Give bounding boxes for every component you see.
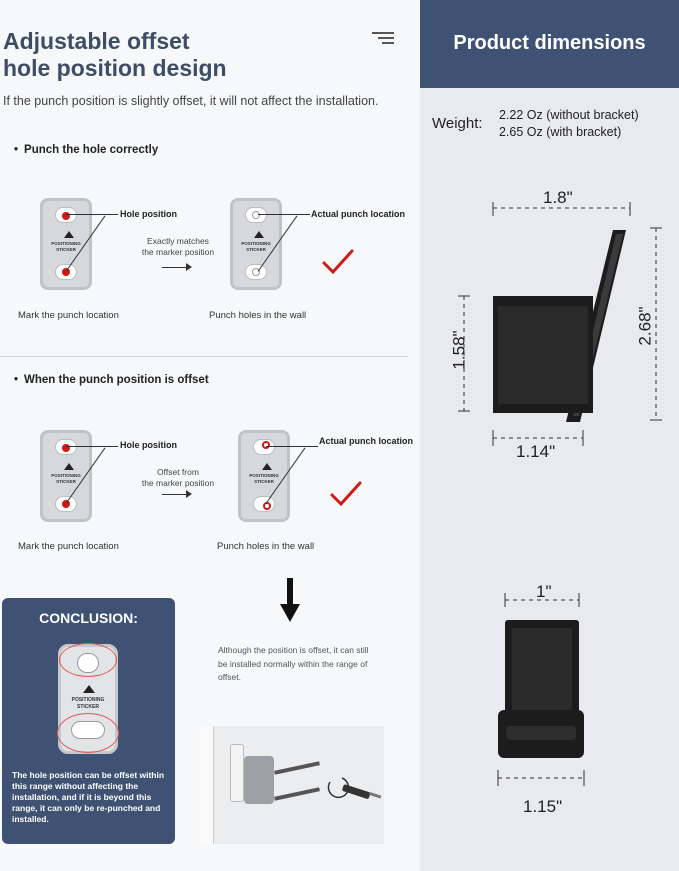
arrow-right-icon: [186, 263, 192, 271]
caption-mark-2: Mark the punch location: [18, 541, 119, 552]
sticker-offset-punched: POSITIONING STICKER: [238, 430, 290, 522]
dim-front-top: 1": [536, 582, 552, 601]
weight-label: Weight:: [432, 115, 483, 132]
sticker-correct-mark: POSITIONING STICKER: [40, 198, 92, 290]
sticker-correct-punched: POSITIONING STICKER: [230, 198, 282, 290]
dim-front-bottom: 1.15": [523, 797, 563, 816]
conclusion-box: [2, 598, 175, 844]
match-text: Exactly matches the marker position: [141, 236, 215, 257]
page-title: [3, 28, 227, 82]
section-divider: [0, 356, 408, 357]
weight-values: [499, 107, 639, 141]
subtitle: If the punch position is slightly offset, it will not affect the installation.: [3, 94, 379, 108]
weight-without-bracket: 2.22 Oz (without bracket): [499, 108, 639, 122]
caption-punch: Punch holes in the wall: [209, 310, 307, 321]
weight-with-bracket: 2.65 Oz (with bracket): [499, 125, 622, 139]
section-correct-heading: • Punch the hole correctly: [14, 144, 158, 156]
install-illustration: [200, 726, 384, 844]
screwdriver-icon: [324, 772, 384, 806]
dim-base-width: 1.14": [516, 442, 556, 461]
right-panel: [420, 0, 679, 871]
sticker-offset-mark: POSITIONING STICKER: [40, 430, 92, 522]
conclusion-text: The hole position can be offset within this range without affecting the installation, and if it is beyond this range, it can only be re-punched and installed.: [12, 770, 165, 824]
section-offset-heading: • When the punch position is offset: [14, 374, 209, 386]
dim-left-height: 1.58": [449, 330, 469, 370]
sticker-text-line1: POSITIONING: [71, 697, 105, 703]
check-icon: [322, 248, 354, 276]
caption-mark: Mark the punch location: [18, 310, 119, 321]
title-line-1: Adjustable offset: [3, 28, 190, 54]
offset-note: Although the position is offset, it can still be installed normally within the range of offset.: [218, 645, 369, 682]
title-line-2: hole position design: [3, 55, 227, 81]
arrow-down-icon: [280, 578, 300, 622]
dimensions-header: [420, 0, 679, 88]
hole-position-label-2: Hole position: [120, 440, 177, 450]
actual-punch-label-2: Actual punch location: [319, 436, 414, 446]
hole-position-label: Hole position: [120, 209, 177, 219]
offset-text: Offset from the marker position: [141, 467, 215, 488]
dim-right-height: 2.68": [635, 306, 655, 346]
menu-icon[interactable]: [372, 32, 394, 46]
arrow-right-icon: [186, 490, 192, 498]
actual-punch-label: Actual punch location: [311, 209, 406, 219]
sticker-text-line2: STICKER: [77, 704, 99, 710]
caption-punch-2: Punch holes in the wall: [217, 541, 315, 552]
conclusion-sticker: [58, 644, 118, 754]
conclusion-title: CONCLUSION:: [39, 610, 138, 626]
check-icon: [330, 480, 362, 508]
dim-top-width: 1.8": [543, 188, 573, 207]
dimensions-title: Product dimensions: [453, 32, 646, 54]
